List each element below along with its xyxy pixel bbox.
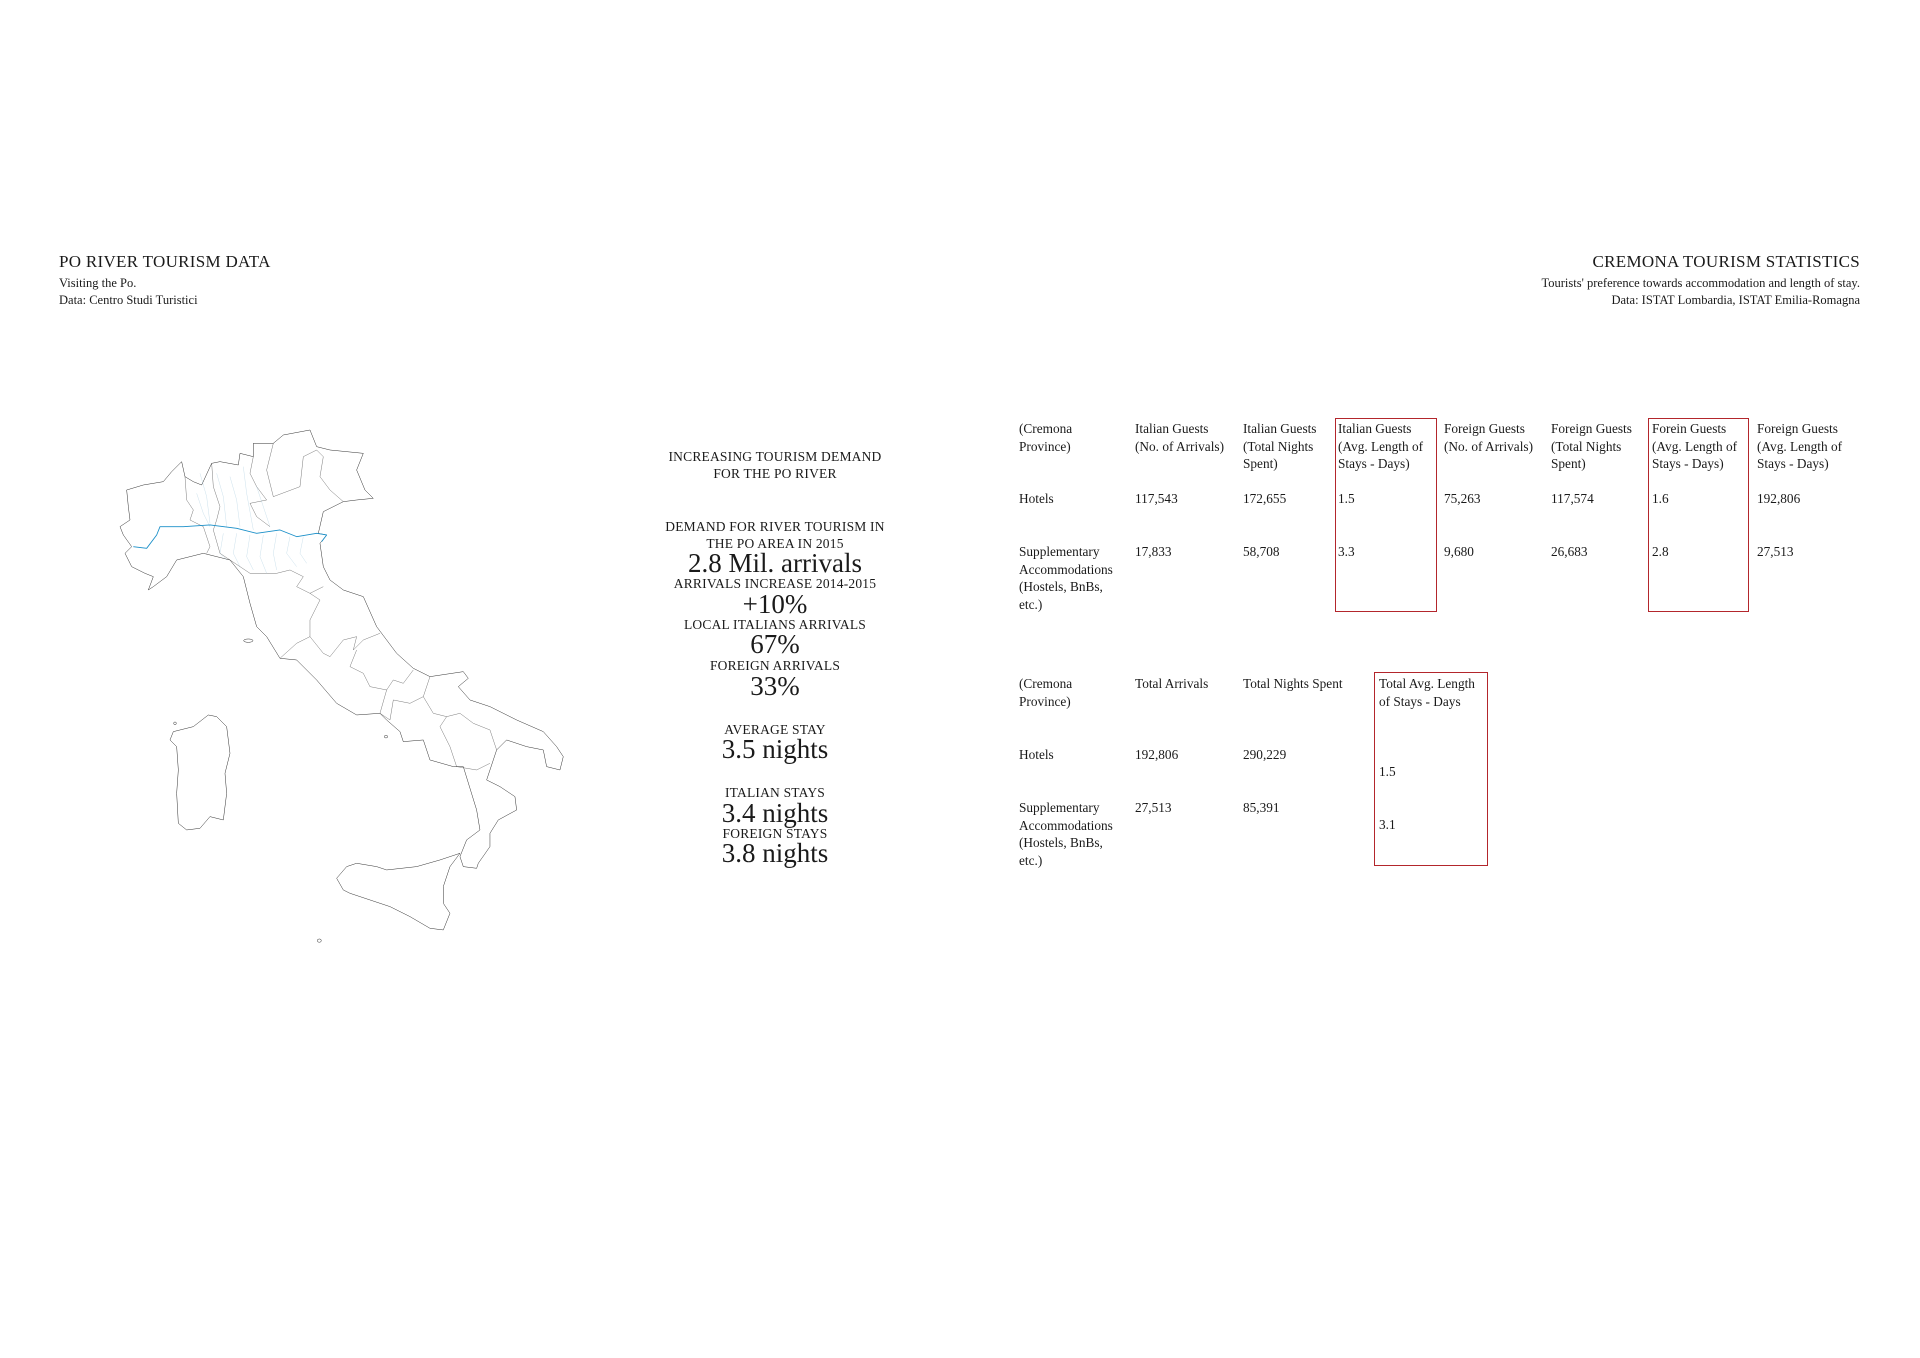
table1-cell: 1.6 [1652, 491, 1669, 506]
sicily-outline [337, 853, 460, 930]
demand-value: 2.8 Mil. arrivals [688, 548, 862, 578]
table1-header-cell: Italian Guests (No. of Arrivals) [1135, 421, 1224, 454]
table2-cell: 85,391 [1243, 800, 1280, 815]
stats-heading-1: INCREASING TOURISM DEMAND [668, 449, 882, 464]
right-title: CREMONA TOURISM STATISTICS [1592, 252, 1860, 271]
foreign-stays-value: 3.8 nights [721, 838, 829, 868]
left-subtitle: Visiting the Po. [59, 276, 137, 290]
table1-cell: 26,683 [1551, 544, 1588, 559]
table1-highlight-box [1335, 418, 1437, 612]
table1-cell: 75,263 [1444, 491, 1481, 506]
table1-header-cell: Italian Guests (Avg. Length of Stays - Days) [1338, 421, 1424, 472]
increase-value: +10% [742, 589, 808, 619]
table1-cell: 9,680 [1444, 544, 1474, 559]
table2-cell: 192,806 [1135, 747, 1179, 762]
table1-cell: 27,513 [1757, 544, 1794, 559]
table2-header-cell: (Cremona Province) [1019, 676, 1073, 709]
table1-header-cell: Italian Guests (Total Nights Spent) [1243, 421, 1317, 472]
demand-label-2: THE PO AREA IN 2015 [706, 536, 844, 551]
table1-cell: 117,543 [1135, 491, 1178, 506]
demand-label-1: DEMAND FOR RIVER TOURISM IN [665, 519, 885, 534]
italian-stays-value: 3.4 nights [721, 798, 829, 828]
po-river [133, 525, 326, 548]
local-label: LOCAL ITALIANS ARRIVALS [683, 617, 867, 632]
table1-header-cell: Forein Guests (Avg. Length of Stays - Days) [1652, 421, 1738, 472]
right-subtitle: Tourists' preference towards accommodation and length of stay. [1541, 276, 1860, 290]
increase-label: ARRIVALS INCREASE 2014-2015 [673, 576, 877, 591]
table2-header-cell: Total Nights Spent [1243, 676, 1343, 691]
stats-heading-2: FOR THE PO RIVER [713, 466, 837, 481]
table1-row-label: Hotels [1019, 491, 1054, 506]
table1-cell: 1.5 [1338, 491, 1355, 506]
table1-cell: 192,806 [1757, 491, 1801, 506]
table2-row-label: Hotels [1019, 747, 1054, 762]
table1-cell: 2.8 [1652, 544, 1669, 559]
table1-header-cell: (Cremona Province) [1019, 421, 1073, 454]
local-value: 67% [750, 629, 800, 659]
table2-cell: 3.1 [1379, 817, 1396, 832]
table1-cell: 3.3 [1338, 544, 1355, 559]
table1-cell: 172,655 [1243, 491, 1287, 506]
avg-stay-value: 3.5 nights [721, 734, 829, 764]
foreign-value: 33% [750, 671, 800, 701]
table2-header-cell: Total Avg. Length of Stays - Days [1379, 676, 1475, 709]
table2-highlight-box [1374, 672, 1488, 866]
avg-stay-label: AVERAGE STAY [724, 722, 826, 737]
table1-cell: 117,574 [1551, 491, 1594, 506]
table1-header-cell: Foreign Guests (Avg. Length of Stays - Days) [1757, 421, 1843, 472]
table1-cell: 17,833 [1135, 544, 1172, 559]
left-source: Data: Centro Studi Turistici [59, 293, 198, 307]
right-source: Data: ISTAT Lombardia, ISTAT Emilia-Romagna [1611, 293, 1860, 307]
table1-row-label: Supplementary Accommodations (Hostels, BnBs, etc.) [1019, 544, 1113, 612]
table2-cell: 27,513 [1135, 800, 1172, 815]
table2-cell: 1.5 [1379, 764, 1396, 779]
sardinia-outline [170, 715, 230, 830]
table2-row-label: Supplementary Accommodations (Hostels, BnBs, etc.) [1019, 800, 1113, 868]
foreign-stays-label: FOREIGN STAYS [722, 826, 828, 841]
table1-highlight-box [1648, 418, 1749, 612]
table2-header-cell: Total Arrivals [1135, 676, 1209, 691]
table1-cell: 58,708 [1243, 544, 1280, 559]
left-title: PO RIVER TOURISM DATA [59, 252, 271, 271]
table1-header-cell: Foreign Guests (Total Nights Spent) [1551, 421, 1632, 472]
italian-stays-label: ITALIAN STAYS [724, 785, 826, 800]
foreign-label: FOREIGN ARRIVALS [709, 658, 841, 673]
italy-map-icon [110, 420, 580, 960]
table1-header-cell: Foreign Guests (No. of Arrivals) [1444, 421, 1533, 454]
table2-cell: 290,229 [1243, 747, 1287, 762]
